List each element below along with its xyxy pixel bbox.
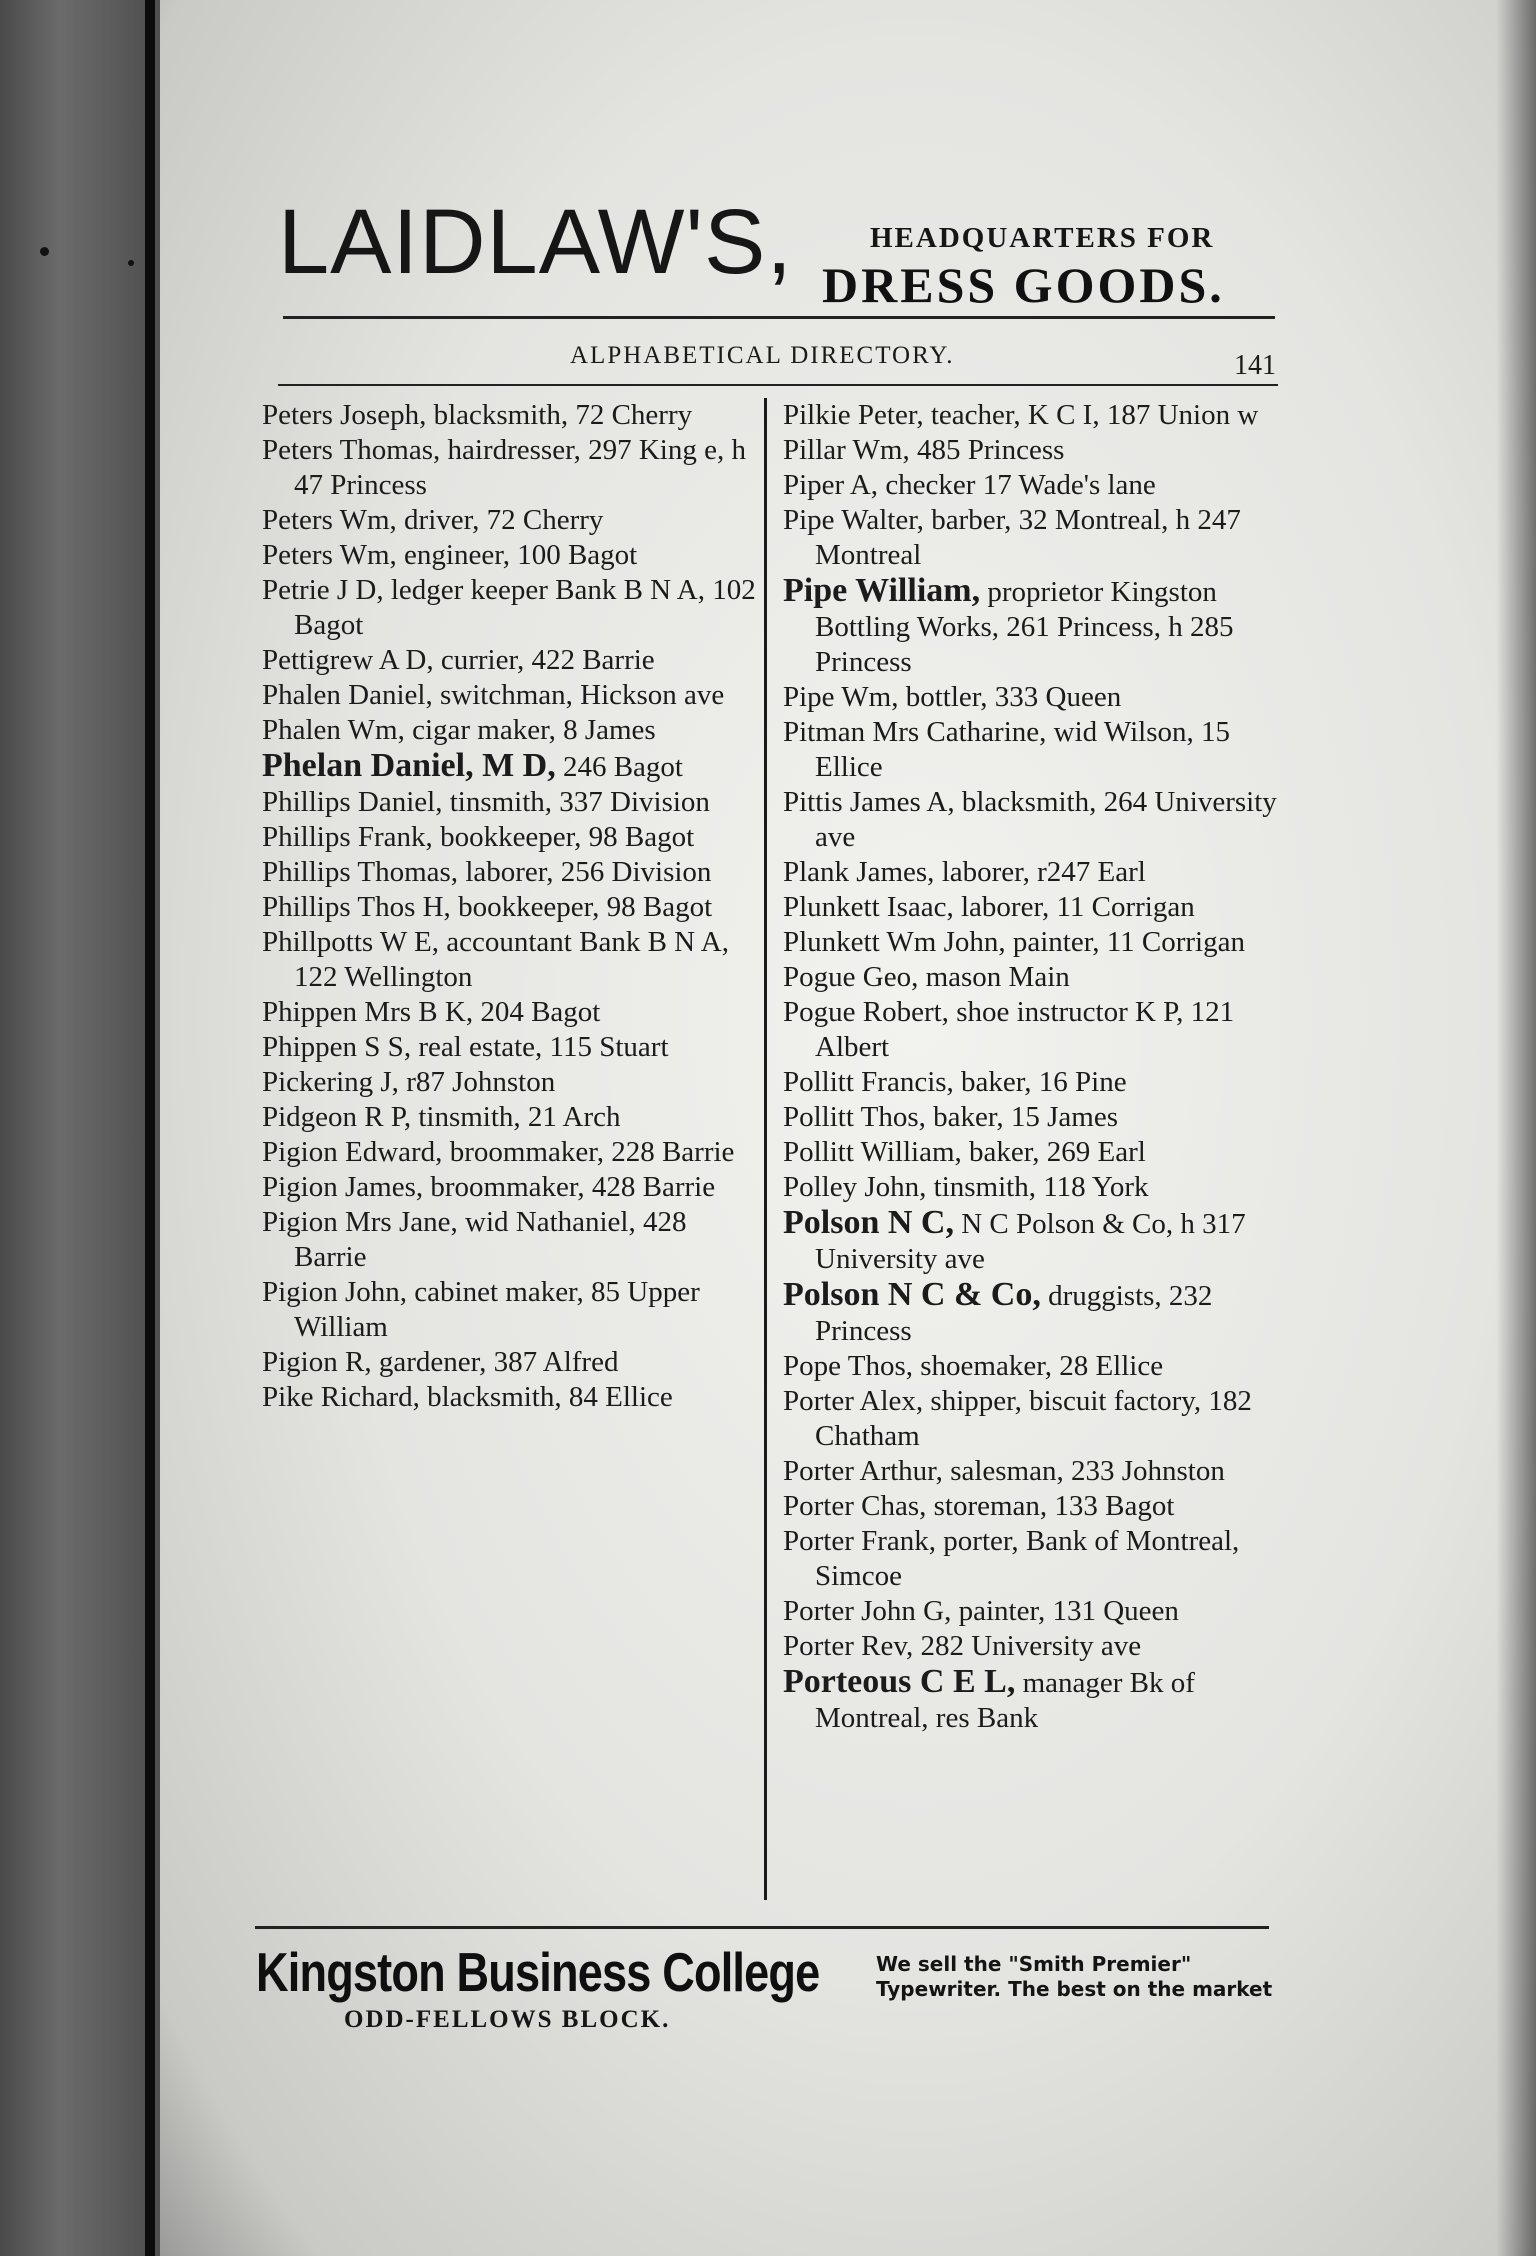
- entry-detail: painter, 11 Corrigan: [1005, 926, 1245, 958]
- entry-detail: baker, 15 James: [925, 1101, 1119, 1133]
- entry-detail: ledger keeper Bank B N A, 102 Bagot: [294, 574, 756, 641]
- entry-detail: N C Polson & Co, h 317 University ave: [815, 1208, 1246, 1275]
- page-number: 141: [1234, 350, 1276, 381]
- entry-name: Phillips Thos H,: [262, 891, 451, 923]
- entry-detail: barber, 32 Montreal, h 247 Montreal: [815, 504, 1241, 571]
- directory-entry: [262, 925, 762, 995]
- entry-name: Peters Thomas,: [262, 434, 441, 466]
- entry-name: Porter Frank,: [783, 1525, 937, 1557]
- entry-name: Pigion James,: [262, 1171, 424, 1203]
- directory-entry: [262, 713, 762, 748]
- entry-name: Petrie J D,: [262, 574, 384, 606]
- directory-entry: [262, 433, 762, 503]
- entry-name: Phillips Daniel,: [262, 786, 443, 818]
- directory-entry: [783, 1277, 1293, 1349]
- entry-name: Pigion R,: [262, 1346, 372, 1378]
- entry-detail: manager Bk of Montreal, res Bank: [815, 1667, 1195, 1734]
- entry-name: Pike Richard,: [262, 1381, 420, 1413]
- entry-detail: 246 Bagot: [555, 751, 683, 783]
- entry-detail: teacher, K C I, 187 Union w: [923, 399, 1259, 431]
- entry-detail: laborer, 256 Division: [458, 856, 712, 888]
- entry-name: Phippen Mrs B K,: [262, 996, 474, 1028]
- entry-detail: driver, 72 Cherry: [396, 504, 604, 536]
- directory-entry: [783, 1100, 1293, 1135]
- entry-name: Polson N C,: [783, 1204, 954, 1241]
- page-shadow: [1496, 0, 1536, 2256]
- entry-name: Phippen S S,: [262, 1031, 412, 1063]
- directory-entry: [262, 503, 762, 538]
- footer-typewriter-ad: We sell the "Smith Premier" Typewriter. The best on the market: [876, 1952, 1273, 2001]
- entry-name: Pipe William,: [783, 572, 981, 609]
- running-head-rule: [278, 384, 1278, 386]
- entry-detail: painter, 131 Queen: [951, 1595, 1179, 1627]
- entry-detail: blacksmith, 264 University ave: [815, 786, 1277, 853]
- film-mark: [128, 260, 134, 266]
- entry-detail: checker 17 Wade's lane: [878, 469, 1156, 501]
- directory-entry: [783, 573, 1293, 680]
- entry-detail: wid Nathaniel, 428 Barrie: [294, 1206, 687, 1273]
- directory-entry: [783, 890, 1293, 925]
- entry-detail: baker, 269 Earl: [961, 1136, 1146, 1168]
- left-column: [262, 398, 762, 1415]
- footer-rule: [255, 1926, 1269, 1929]
- directory-entry: [783, 1454, 1293, 1489]
- directory-entry: [783, 468, 1293, 503]
- entry-name: Polley John,: [783, 1171, 927, 1203]
- entry-detail: switchman, Hickson ave: [432, 679, 725, 711]
- directory-entry: [783, 1135, 1293, 1170]
- directory-entry: [783, 715, 1293, 785]
- entry-detail: blacksmith, 84 Ellice: [419, 1381, 673, 1413]
- directory-entry: [783, 1629, 1293, 1664]
- entry-detail: bookkeeper, 98 Bagot: [432, 821, 695, 853]
- entry-detail: tinsmith, 21 Arch: [411, 1101, 621, 1133]
- entry-name: Peters Wm,: [262, 539, 397, 571]
- footer-address: ODD-FELLOWS BLOCK.: [344, 2006, 671, 2033]
- entry-name: Pipe Wm,: [783, 681, 899, 713]
- entry-detail: engineer, 100 Bagot: [396, 539, 638, 571]
- entry-name: Pettigrew A D,: [262, 644, 434, 676]
- entry-name: Pollitt Francis,: [783, 1066, 954, 1098]
- entry-name: Porter Arthur,: [783, 1455, 943, 1487]
- entry-name: Phelan Daniel, M D,: [262, 747, 556, 784]
- directory-entry: [262, 643, 762, 678]
- entry-name: Pope Thos,: [783, 1350, 913, 1382]
- directory-entry: [262, 1030, 762, 1065]
- entry-name: Pollitt Thos,: [783, 1101, 926, 1133]
- entry-name: Pittis James A,: [783, 786, 955, 818]
- entry-detail: laborer, r247 Earl: [934, 856, 1146, 888]
- entry-name: Porteous C E L,: [783, 1663, 1016, 1700]
- header-subtitle-line2: DRESS GOODS.: [822, 257, 1225, 313]
- entry-detail: tinsmith, 337 Division: [442, 786, 710, 818]
- entry-name: Porter Rev,: [783, 1630, 914, 1662]
- entry-name: Phalen Wm,: [262, 714, 405, 746]
- directory-entry: [783, 1489, 1293, 1524]
- entry-detail: druggists, 232 Princess: [815, 1280, 1213, 1347]
- directory-entry: [262, 1275, 762, 1345]
- entry-detail: shipper, biscuit factory, 182 Chatham: [815, 1385, 1252, 1452]
- entry-detail: wid Wilson, 15 Ellice: [815, 716, 1230, 783]
- running-head: ALPHABETICAL DIRECTORY.: [570, 342, 955, 369]
- directory-entry: [783, 398, 1293, 433]
- directory-entry: [783, 960, 1293, 995]
- entry-detail: accountant Bank B N A, 122 Wellington: [294, 926, 729, 993]
- entry-detail: tinsmith, 118 York: [926, 1171, 1149, 1203]
- entry-detail: mason Main: [918, 961, 1070, 993]
- entry-name: Phillips Thomas,: [262, 856, 459, 888]
- directory-entry: [262, 1205, 762, 1275]
- entry-detail: porter, Bank of Montreal, Simcoe: [815, 1525, 1240, 1592]
- directory-entry: [783, 1065, 1293, 1100]
- entry-detail: real estate, 115 Stuart: [411, 1031, 669, 1063]
- entry-detail: shoe instructor K P, 121 Albert: [815, 996, 1235, 1063]
- entry-name: Plank James,: [783, 856, 935, 888]
- directory-entry: [783, 785, 1293, 855]
- entry-name: Phillpotts W E,: [262, 926, 439, 958]
- directory-entry: [262, 398, 762, 433]
- entry-name: Porter Chas,: [783, 1490, 927, 1522]
- entry-name: Peters Wm,: [262, 504, 397, 536]
- film-edge-bar: [145, 0, 155, 2256]
- entry-name: Pigion Mrs Jane,: [262, 1206, 458, 1238]
- entry-detail: broommaker, 428 Barrie: [423, 1171, 716, 1203]
- directory-entry: [262, 573, 762, 643]
- directory-entry: [783, 680, 1293, 715]
- entry-name: Pollitt William,: [783, 1136, 962, 1168]
- directory-entry: [262, 678, 762, 713]
- entry-detail: proprietor Kingston Bottling Works, 261 Princess, h 285 Princess: [815, 576, 1234, 678]
- entry-name: Pickering J,: [262, 1066, 399, 1098]
- directory-entry: [783, 1524, 1293, 1594]
- entry-name: Pigion John,: [262, 1276, 408, 1308]
- directory-entry: [262, 855, 762, 890]
- header-rule: [283, 316, 1275, 319]
- entry-name: Phalen Daniel,: [262, 679, 433, 711]
- directory-entry: [783, 503, 1293, 573]
- directory-entry: [262, 1100, 762, 1135]
- entry-detail: cigar maker, 8 James: [404, 714, 656, 746]
- header-subtitle-line1: HEADQUARTERS FOR: [870, 222, 1215, 254]
- directory-entry: [262, 1380, 762, 1415]
- entry-name: Pigion Edward,: [262, 1136, 443, 1168]
- entry-detail: bookkeeper, 98 Bagot: [450, 891, 713, 923]
- entry-name: Pillar Wm,: [783, 434, 910, 466]
- entry-name: Phillips Frank,: [262, 821, 433, 853]
- entry-detail: laborer, 11 Corrigan: [953, 891, 1195, 923]
- film-mark: [40, 247, 49, 256]
- entry-name: Pilkie Peter,: [783, 399, 924, 431]
- directory-entry: [262, 538, 762, 573]
- entry-name: Porter John G,: [783, 1595, 952, 1627]
- header-brand: LAIDLAW'S,: [278, 191, 793, 293]
- directory-entry: [783, 1664, 1293, 1736]
- entry-name: Piper A,: [783, 469, 879, 501]
- directory-entry: [783, 925, 1293, 960]
- entry-name: Pogue Robert,: [783, 996, 949, 1028]
- entry-detail: blacksmith, 72 Cherry: [426, 399, 693, 431]
- entry-detail: cabinet maker, 85 Upper William: [294, 1276, 700, 1343]
- entry-name: Polson N C & Co,: [783, 1276, 1041, 1313]
- entry-name: Peters Joseph,: [262, 399, 427, 431]
- directory-entry: [262, 890, 762, 925]
- entry-detail: storeman, 133 Bagot: [926, 1490, 1175, 1522]
- entry-detail: currier, 422 Barrie: [433, 644, 655, 676]
- right-column: [783, 398, 1293, 1736]
- directory-entry: [262, 820, 762, 855]
- entry-detail: gardener, 387 Alfred: [371, 1346, 619, 1378]
- directory-entry: [262, 1065, 762, 1100]
- directory-entry: [262, 1170, 762, 1205]
- directory-entry: [783, 1349, 1293, 1384]
- directory-entry: [262, 995, 762, 1030]
- column-divider: [764, 398, 767, 1900]
- directory-entry: [262, 748, 762, 785]
- entry-detail: bottler, 333 Queen: [898, 681, 1122, 713]
- directory-entry: [783, 1205, 1293, 1277]
- entry-name: Porter Alex,: [783, 1385, 924, 1417]
- directory-entry: [783, 855, 1293, 890]
- entry-name: Pipe Walter,: [783, 504, 924, 536]
- entry-detail: broommaker, 228 Barrie: [442, 1136, 735, 1168]
- directory-entry: [262, 785, 762, 820]
- entry-detail: shoemaker, 28 Ellice: [912, 1350, 1164, 1382]
- entry-name: Pogue Geo,: [783, 961, 919, 993]
- entry-detail: r87 Johnston: [398, 1066, 556, 1098]
- directory-entry: [783, 1384, 1293, 1454]
- entry-detail: 282 University ave: [913, 1630, 1142, 1662]
- directory-entry: [783, 1170, 1293, 1205]
- entry-detail: salesman, 233 Johnston: [942, 1455, 1225, 1487]
- footer-college-name: Kingston Business College: [256, 1941, 820, 2003]
- directory-entry: [262, 1345, 762, 1380]
- entry-detail: 485 Princess: [909, 434, 1065, 466]
- entry-name: Plunkett Isaac,: [783, 891, 954, 923]
- entry-detail: hairdresser, 297 King e, h 47 Princess: [294, 434, 746, 501]
- entry-name: Pitman Mrs Catharine,: [783, 716, 1047, 748]
- directory-entry: [783, 995, 1293, 1065]
- entry-detail: 204 Bagot: [473, 996, 601, 1028]
- directory-entry: [262, 1135, 762, 1170]
- entry-name: Pidgeon R P,: [262, 1101, 412, 1133]
- directory-entry: [783, 1594, 1293, 1629]
- entry-detail: baker, 16 Pine: [953, 1066, 1127, 1098]
- directory-entry: [783, 433, 1293, 468]
- entry-name: Plunkett Wm John,: [783, 926, 1006, 958]
